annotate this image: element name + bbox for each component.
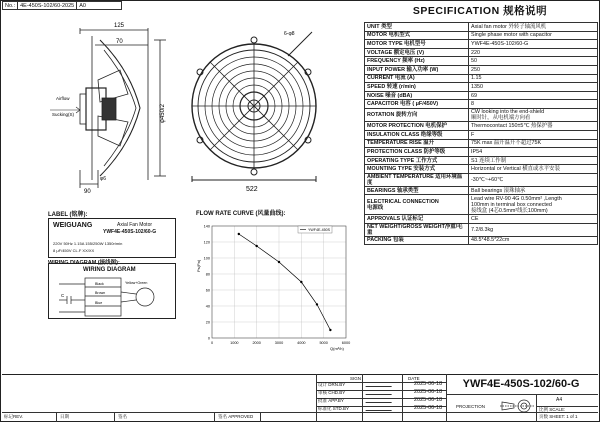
flow-xtick: 6000 [341, 341, 351, 345]
tb-size: A4 [556, 397, 563, 403]
spec-row [365, 91, 598, 100]
wiring-title: WIRING DIAGRAM [83, 267, 136, 273]
spec-value: Horizontal or Vertical 横直或水平安装 [469, 165, 598, 174]
spec-row [365, 48, 598, 57]
spec-value: YWF4E-450S-102/60-G [469, 40, 598, 49]
flow-ytick: 120 [203, 240, 210, 245]
flow-xtick: 4000 [297, 341, 306, 345]
tb-role: 批准 APP.BY [318, 398, 344, 403]
tb-rule [446, 394, 598, 395]
tb-rev: 标记REV. [4, 414, 24, 419]
spec-row [365, 186, 598, 195]
spec-value: 250 [469, 65, 598, 74]
spec-row [365, 173, 598, 186]
spec-value: 8 [469, 100, 598, 109]
spec-value: 7.2/8.3kg [469, 223, 598, 236]
spec-value: Lead wire RV-90 4G 0.50mm² ,Length 100mm in terminal box connected 接线盒 (4芯0.5mm²线长100mm) [469, 195, 598, 215]
flow-xtick: 3000 [274, 341, 284, 345]
dim-522: 522 [246, 186, 258, 193]
spec-row [365, 215, 598, 224]
spec-row [365, 195, 598, 215]
flow-xtick: 2000 [252, 341, 261, 345]
spec-row [365, 156, 598, 165]
wire-blue: Blue [95, 301, 103, 305]
spec-row [365, 122, 598, 131]
spec-key: MOTOR PROTECTION 电机保护 [365, 122, 469, 131]
spec-row [365, 100, 598, 109]
dim-70: 70 [116, 39, 123, 45]
spec-key: INPUT POWER 输入功率 (W) [365, 65, 469, 74]
nameplate-line2: 8 μF/450V CL.F XX/XX [53, 248, 95, 253]
spec-key: AMBIENT TEMPERATURE 适用环境温度 [365, 173, 469, 186]
tb-sheet: 页数 SHEET: 1 of 1 [539, 414, 578, 419]
spec-value: 1.15 [469, 74, 598, 83]
spec-row [365, 223, 598, 236]
spec-key: NET WEIGHT/GROSS WEIGHT净重/毛重 [365, 223, 469, 236]
spec-row [365, 83, 598, 92]
spec-value: CW looking into the end-shield 顺时针，从电机端方向看 [469, 108, 598, 121]
spec-value: -30℃~+60℃ [469, 173, 598, 186]
spec-value: CE [469, 215, 598, 224]
tb-rule [260, 412, 261, 422]
header-drawing-no: 4E-450S-102/60-2025 [18, 2, 77, 9]
flow-point [329, 329, 331, 331]
spec-table [364, 22, 598, 245]
tb-rule [402, 374, 403, 422]
tb-date-short: 日期 [60, 414, 69, 419]
tb-date-head: DATE [408, 376, 420, 381]
wire-black: Black [95, 282, 104, 286]
tb-scale: 比例 SCALE: [539, 407, 566, 412]
side-view-drawing [40, 20, 180, 195]
label-heading: LABEL (铭牌): [48, 212, 88, 218]
spec-key: PACKING 包装 [365, 236, 469, 245]
spec-value: F [469, 130, 598, 139]
flow-point [316, 303, 318, 305]
tb-rule [114, 412, 115, 422]
spec-value: IP54 [469, 148, 598, 157]
header-rev: A0 [79, 3, 86, 9]
flow-title: FLOW RATE CURVE (风量曲线): [196, 211, 286, 217]
tb-role: 审核 CHD.BY [318, 390, 346, 395]
title-drawing-no: YWF4E-450S-102/60-G [462, 378, 580, 390]
spec-value: Ball bearings 滚珠轴承 [469, 186, 598, 195]
spec-value: 48.5*48.5*22cm [469, 236, 598, 245]
flow-ytick: 60 [205, 288, 210, 293]
tb-sign-short: 签名 [118, 414, 127, 419]
dim-phi6: φ6 [100, 176, 107, 182]
flow-ytick: 140 [203, 224, 210, 229]
wiring-diagram-box [48, 263, 176, 319]
tb-rule [316, 374, 317, 422]
tb-date: 2025-06-18 [414, 405, 443, 411]
spec-row [365, 65, 598, 74]
spec-key: SPEED 转速 (r/min) [365, 83, 469, 92]
spec-row [365, 40, 598, 49]
tb-signature [365, 384, 392, 387]
spec-key: UNIT 类型 [365, 23, 469, 32]
tb-date: 2025-06-18 [414, 381, 443, 387]
spec-value: S1 连续工作制 [469, 156, 598, 165]
flow-xlabel: Q(m³/h) [330, 346, 344, 351]
spec-key: CAPACITOR 电容 ( μF/450V) [365, 100, 469, 109]
brand-logo: WEIGUANG [53, 222, 93, 229]
tb-rule [536, 394, 537, 422]
dim-phi450: φ450/2 [160, 104, 166, 123]
flow-point [278, 261, 280, 263]
tb-signature [365, 392, 392, 395]
spec-title: SPECIFICATION 规格说明 [412, 5, 548, 17]
tb-projection: PROJECTION [456, 404, 486, 409]
flow-ylabel: Ps(Pa) [196, 259, 201, 272]
wiring-heading: WIRING DIAGRAM (接线图): [48, 260, 120, 266]
flow-series-line [239, 234, 331, 330]
spec-key: MOTOR 电机型式 [365, 31, 469, 40]
tb-rule [214, 412, 215, 422]
tb-role: 设计 DRN.BY [318, 382, 346, 387]
spec-row [365, 57, 598, 66]
nameplate-product: Axial Fan Motor [117, 222, 153, 228]
flow-ytick: 0 [207, 336, 210, 341]
spec-key: APPROVALS 认证标记 [365, 215, 469, 224]
tb-signature [365, 408, 392, 411]
wire-brown: Brown [95, 291, 106, 295]
spec-value: Axial fan motor 外转子轴流风机 [469, 23, 598, 32]
flow-ytick: 40 [205, 304, 210, 309]
dim-6-phi8: 6-φ8 [284, 31, 295, 37]
flow-point [238, 233, 240, 235]
tb-role: 标准化 STD.BY [318, 406, 350, 411]
spec-key: TEMPERATURE RISE 温升 [365, 139, 469, 148]
spec-key: NOISE 噪音 (dBA) [365, 91, 469, 100]
spec-value: 69 [469, 91, 598, 100]
spec-key: ELECTRICAL CONNECTION 电源线 [365, 195, 469, 215]
spec-key: MOUNTING TYPE 安装方式 [365, 165, 469, 174]
flow-legend-text: YWF4E-450S [308, 228, 330, 232]
tb-signature [365, 400, 392, 403]
spec-value: 75K max 温升温升不超过75K [469, 139, 598, 148]
tb-approved: 签名 APPROVED [218, 414, 254, 419]
spec-row [365, 74, 598, 83]
spec-row [365, 236, 598, 245]
flow-xtick: 1000 [230, 341, 239, 345]
tb-rule [362, 374, 363, 422]
sucking-label: Sucking(S) [52, 112, 75, 117]
spec-key: VOLTAGE 额定电压 (V) [365, 48, 469, 57]
spec-row [365, 108, 598, 121]
spec-row [365, 31, 598, 40]
tb-sign-head: SIGN [350, 376, 362, 381]
spec-row [365, 165, 598, 174]
spec-key: CURRENT 电流 (A) [365, 74, 469, 83]
flow-rate-chart [194, 220, 358, 354]
spec-key: BEARINGS 轴承类型 [365, 186, 469, 195]
nameplate-box [48, 218, 176, 258]
spec-value: Thermocontact 150±5℃ 热保护器 [469, 122, 598, 131]
capacitor-label: C [61, 293, 65, 298]
flow-ytick: 80 [205, 272, 210, 277]
nameplate-line1: 220V 50Hz 1.15A 155/250W 1350r/min [53, 241, 123, 246]
front-view-drawing [188, 26, 328, 198]
flow-ytick: 100 [203, 256, 210, 261]
header-no-label: No.: [3, 2, 18, 9]
spec-row [365, 139, 598, 148]
spec-value: 1350 [469, 83, 598, 92]
projection-symbol [500, 398, 534, 414]
spec-key: PROTECTION CLASS 防护等级 [365, 148, 469, 157]
wire-yellow-green: Yellow+Green [125, 281, 148, 285]
header-strip [2, 1, 122, 10]
flow-xtick: 5000 [319, 341, 328, 345]
dim-90: 90 [84, 189, 91, 195]
spec-row [365, 23, 598, 32]
spec-value: 220 [469, 48, 598, 57]
spec-key: ROTATION 旋转方向 [365, 108, 469, 121]
flow-ytick: 20 [205, 320, 210, 325]
spec-row [365, 130, 598, 139]
flow-point [255, 245, 257, 247]
spec-key: INSULATION CLASS 绝缘等级 [365, 130, 469, 139]
spec-value: Single phase motor with capacitor [469, 31, 598, 40]
tb-date: 2025-06-18 [414, 397, 443, 403]
airflow-label: Airflow [56, 96, 70, 101]
spec-key: OPERATING TYPE 工作方式 [365, 156, 469, 165]
tb-date: 2025-06-18 [414, 389, 443, 395]
flow-point [300, 281, 302, 283]
nameplate-model: YWF4E-450S-102/60-G [103, 229, 157, 235]
dim-125: 125 [114, 23, 125, 29]
spec-value: 50 [469, 57, 598, 66]
spec-key: FREQUENCY 频率 (Hz) [365, 57, 469, 66]
tb-rule [56, 412, 57, 422]
wiring-schematic [49, 264, 177, 320]
spec-key: MOTOR TYPE 电机型号 [365, 40, 469, 49]
spec-row [365, 148, 598, 157]
flow-xtick: 0 [210, 341, 214, 345]
